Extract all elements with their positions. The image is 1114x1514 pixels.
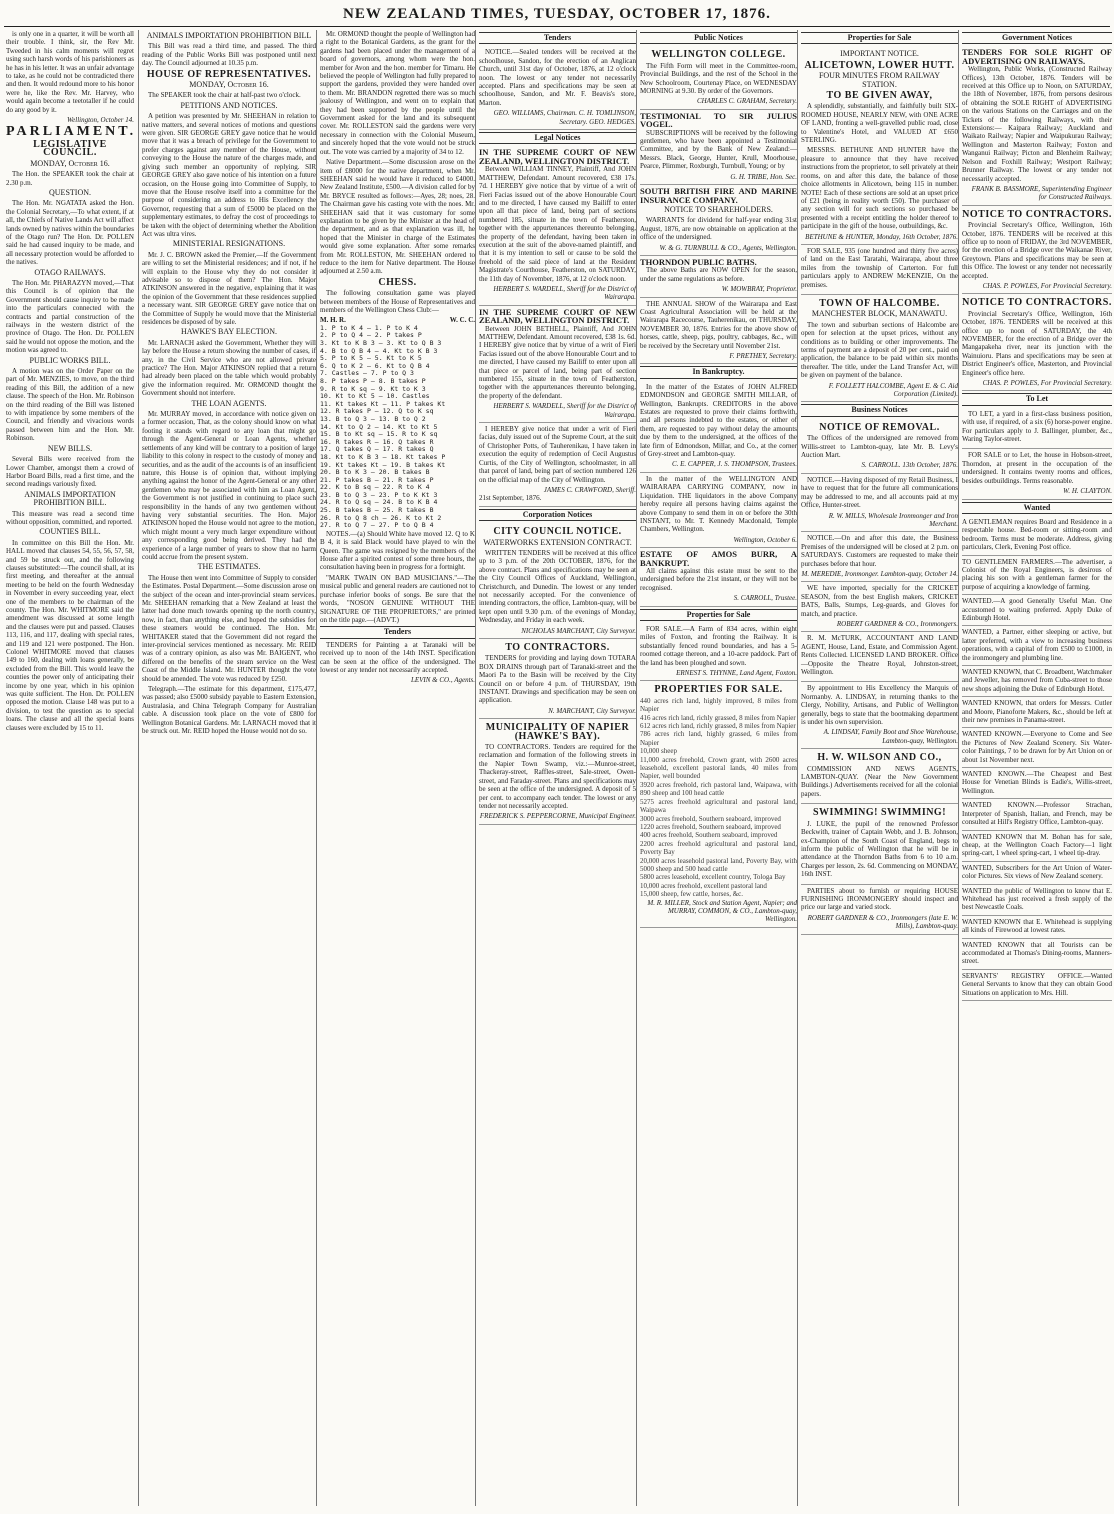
burr-heading: ESTATE OF AMOS BURR, A BANKRUPT. [640, 549, 797, 568]
estimates-heading: THE ESTIMATES. [197, 562, 261, 572]
property-item: 3920 acres freehold, rich pastoral land, Waipawa, with 890 sheep and 100 head cattle [640, 780, 797, 798]
properties-list [640, 697, 797, 899]
meredie-text: NOTICE.—On and after this date, the Business Premises of the undersigned will be closed at 2 p.m. on SATURDAYS. Customers are requested to make their purchases before that hour. [801, 534, 958, 568]
chess-move: 22. K to B sq — 22. R to K 4 [320, 483, 430, 492]
contractors-ad-2 [962, 294, 1112, 391]
chess-move: 6. Q to K 2 — 6. Kt to Q B 4 [320, 361, 430, 370]
taratahi-text: FOR SALE, 935 (one hundred and thirty five acres) of land on the East Taratahi, Wairarapa, about three miles from the township of Carterton. For full particulars apply to ANDREW McKENZIE, On the premises. [801, 246, 958, 289]
halcombe-signature: F. FOLLETT HALCOMBE, Agent E. & C. Aid Corporation (Limited). [828, 381, 958, 399]
court-2-heading: IN THE SUPREME COURT OF NEW ZEALAND, WELLINGTON DISTRICT. [479, 306, 636, 326]
chess-move: 26. R to Q 8 ch — 26. K to Kt 2 [320, 513, 442, 522]
swimming-heading: SWIMMING! SWIMMING! [812, 807, 947, 819]
college-text: The Fifth Form will meet in the Committee-room, Provincial Buildings, and the rest of the School in the New Schoolroom, Courtenay Place, on WEDNESDAY MORNING at 9.30. By order of the Governors. [640, 61, 797, 96]
cricket-text: WE have imported, specially for the CRICKET SEASON, from the best English makers, CRICKET BATS, Balls, Stumps, Leg-guards, and Gloves for match, and practice. [801, 584, 958, 618]
chess-heading: CHESS. [378, 276, 417, 288]
wanted-item: WANTED KNOWN, that C. Broadbent, Watchmaker and Jeweller, has removed from Cuba-street to those new shops adjoining the Duke of Edinburgh Hotel. [962, 666, 1112, 697]
chess-move: 14. Kt to Q 2 — 14. Kt to Kt 5 [320, 422, 438, 431]
house-date: MONDAY, October 16. [189, 80, 269, 90]
railway-heading: OTAGO RAILWAYS. [34, 267, 106, 277]
city-council-heading: CITY COUNCIL NOTICE. [493, 526, 622, 538]
chess-intro: The following consultation game was played between members of the House of Representatives and members of the Wellington Chess Club:— [320, 289, 475, 314]
cricket-signature: ROBERT GARDNER & CO., Ironmongers. [836, 619, 958, 628]
estimates-tail: Telegraph.—The estimate for this department, £175,477, was passed; also £5000 subsidy payable to Eastern Extension, Australasia, and China Telegraph Company for Australian cable. A discussion took place on the vote of £800 for Wellington Botanical Gardens. Mr. LARNACH moved that it be struck out. Mr. REID hoped the House would not do so. [142, 685, 316, 736]
chess-move: 27. R to Q 7 — 27. P to Q B 4 [320, 521, 434, 530]
property-item: 440 acres rich land, highly improved, 8 miles from Napier [640, 696, 797, 714]
testimonial-heading: TESTIMONIAL TO SIR JULIUS VOGEL. [640, 110, 797, 130]
chess-move: 11. Kt takes Kt — 11. P takes Kt [320, 399, 446, 408]
cricket-ad [801, 582, 958, 632]
insurance-heading: SOUTH BRITISH FIRE AND MARINE INSURANCE COMPANY. [640, 186, 797, 205]
important-notice: IMPORTANT NOTICE. [840, 49, 919, 59]
column-2 [138, 30, 319, 1506]
alicetown-ad [801, 46, 958, 245]
court-1-text: Between WILLIAM TINNEY, Plaintiff, And JOHN MATTHEW, Defendant. Amount recovered, £38 17s. 7d. I HEREBY give notice that by virtue of a writ of Fieri Facias issued out of the above Honourable Court and to me directed, I have caused my Bailiff to enter upon all that piece of land, being part of sections numbered 185, situate in the town of Featherston, together with the appurtenances thereunto belonging, the property of the defendant, having been taken in execution at the suit of the above-named plaintiff, and that it is my intention to sell or cause to be sold the freehold of the said piece of land at the Resident Magistrate's Courthouse, Featherston, on SATURDAY, the 11th day of November, 1876, at 12 o'clock noon. [479, 165, 636, 283]
taratahi-ad [801, 245, 958, 295]
contractors-1-signature: CHAS. P. POWLES, For Provincial Secretary. [982, 281, 1112, 290]
chess-notes: NOTES.—(a) Should White have moved 12. Q to K B 4, it is said Black would have played to win the Queen. The game was resigned by the members of the House after a spirited contest of some three hours, the consultation having been in progress for a fortnight. [320, 529, 475, 572]
city-council-ad [479, 523, 636, 639]
house-speaker: The SPEAKER took the chair at half-past two o'clock. [148, 91, 301, 100]
insurance-sub: NOTICE TO SHAREHOLDERS. [664, 204, 773, 214]
burr-signature: S. CARROLL, Trustee. [733, 594, 797, 603]
bankruptcy-1-signature: C. E. CAPPER, J. S. THOMPSON, Trustees. [671, 460, 797, 469]
mcturk-text: R. M. McTURK, ACCOUNTANT AND LAND AGENT, House, Land, Estate, and Commission Agent. Rents Collected. LICENSED LAND BROKER. Office—Opposite the Theatre Royal, Johnston-street, Wellington. [801, 634, 958, 676]
animals-bill-heading: ANIMALS IMPORTATION PROHIBITION BILL [146, 31, 312, 40]
column-6 [797, 30, 961, 1506]
to-let-section: To Let [962, 393, 1112, 405]
contractors-2-signature: CHAS. P. POWLES, For Provincial Secretary. [982, 379, 1112, 388]
court-notice-2 [479, 306, 636, 423]
estimates-text: The House then went into Committee of Supply to consider the Estimates. Postal Department.—Some discussion arose on the subject of the ocean and inter-provincial steam services. Mr. SHEEHAN remarking that a New Zealand at least the latter had done much towards opening up the north country, now, in fact, than anything else, and hoped the subsidies for these steamers would be continued. The Hon. Mr. WHITAKER stated that the Government did not regard the inter-provincial services mentioned as necessary. Mr. REID was of a contrary opinion, as also was Mr. BAIGENT, who differed on the benefits of the steam service on the West Coast of the Middle Island. Mr. HUNTER thought the vote should be amended. The vote was reduced by £250. [142, 573, 316, 683]
bankruptcy-1-text: In the matter of the Estates of JOHN ALFRED EDMONDSON and GEORGE SMITH MILLAR, of Wellington, Bankrupts. CREDITORS in the above Estates are requested to prove their claims forthwith, and all persons indebted to the estates, or either of them, are requested to pay without delay the amounts due by them to the undersigned, at the offices of the late firm of Edmondson, Millar, and Co., at the corner of Grey-street and Lambton-quay. [640, 382, 797, 459]
swimming-text: J. LUKE, the pupil of the renowned Professor Beckwith, trainer of Captain Webb, and J. B. Johnson, ex-Champion of the South Coast of England, begs to inform the public of Wellington that he will be in attendance at the Thorndon Baths from 6 to 10 a.m. Charges per lesson, 2s. 6d. Commencing on MONDAY, 16th INST. [801, 819, 958, 879]
column-3 [316, 30, 478, 1506]
contractors-1-text: Provincial Secretary's Office, Wellington, 16th October, 1876. TENDERS will be received at this office up to noon of FRIDAY, the 3rd NOVEMBER, for the erection of a Bridge over the Waikanae River, Greytown. Plans and specifications may be seen at this Office. The lowest or any tender not necessarily accepted. [962, 221, 1112, 280]
burr-ad [640, 548, 797, 606]
napier-text: TO CONTRACTORS. Tenders are required for the reclamation and formation of the following streets in the Napier Town Swamp, viz.:—Munroe-street, Thackeray-street, Raffles-street, Sale-street, Owen-street, and Faraday-street. Plans and specifications may be seen at the office of the undersigned. A deposit of 5 per cent. to accompany each tender. The lowest or any tender not necessarily accepted. [479, 743, 636, 810]
napier-heading: MUNICIPALITY OF NAPIER (HAWKE'S BAY). [485, 722, 630, 742]
testimonial-signature: G. H. TRIBE, Hon. Sec. [730, 172, 797, 181]
wanted-item: WANTED.—A good Generally Useful Man. One accustomed to waiting preferred. Apply Duke of Edinburgh Hotel. [962, 595, 1112, 626]
letter-signature: Wellington, October 14. [66, 116, 134, 125]
native-dept-text: Native Department.—Some discussion arose on the item of £8000 for the native department, when Mr. SHEEHAN said he would have it reduced to £4000. New Zealand Institute, £500.—A division called for by Mr. BRYCE resulted as follows:—Ayes, 28; noes, 28. The Chairman gave his casting vote with the noes. Mr. SHEEHAN said that it was customary for some explanation to be given by the Minister at the head of the department, and as that explanation was ill, he hoped that the Minister in charge of the Estimates would give some explanation. After some remarks from Mr. ROLLESTON, Mr. SHEEHAN ordered to reduce to the item for Native department. The House adjourned at 2.50 a.m. [320, 158, 475, 276]
furnishing-text: PARTIES about to furnish or requiring HOUSE FURNISHING IRONMONGERY should inspect and price our large and varied stock. [801, 886, 958, 912]
railway-ad-signature: FRANK B. BASSMORE, Superintending Engineer for Constructed Railways. [971, 184, 1112, 202]
property-item: 416 acres rich land, richly grassed, 8 miles from Napier [640, 713, 796, 722]
counties-heading: COUNTIES BILL. [39, 527, 101, 537]
column-7 [958, 30, 1114, 1506]
parliament-heading: PARLIAMENT. [6, 124, 137, 140]
property-item: 11,000 acres freehold, Crown grant, with 2600 acres leasehold, excellent pastoral lands, 40 miles from Napier, well bounded [640, 755, 797, 781]
wilson-heading: H. W. WILSON AND CO., [817, 752, 942, 764]
wanted-item: WANTED KNOWN that E. Whitehead is supplying all kinds of Firewood at lowest rates. [962, 916, 1112, 939]
show-ad [640, 298, 797, 365]
wilson-ad [801, 749, 958, 804]
chess-move: 19. Kt takes Kt — 19. B takes Kt [320, 460, 446, 469]
contractors-2-text: Provincial Secretary's Office, Wellington, 16th October, 1876. TENDERS will be received at this office up to noon of SATURDAY, the 4th NOVEMBER, for the erection of a Bridge over the Mangapakeha river, near its junction with the Wainuioru. Plans and specifications may be seen at District Engineer's office, Masterton, and Provincial Engineer's office here. [962, 309, 1112, 377]
railway-ad-text: Wellington, Public Works, (Constructed Railway Offices), 13th October, 1876. Tenders will be received at this Office up to Noon, on SATURDAY, the 18th of November, 1876, from persons desirous of obtaining the SOLE RIGHT of ADVERTISING on the various Stations on the Carriages and on the Tickets of the following Railways, with their Extensions:— Kaipara Railway; Auckland and Waikato Railway; Napier and Waipukurau Railway; Wellington and Masterton Railway; Foxton and Wanganui Railway; Picton and Blenheim Railway; Nelson and Foxhill Railway; Westport Railway; Brunner Railway. The lowest or any tender not necessarily accepted. [962, 65, 1112, 183]
give-away-text: A splendidly, substantially, and faithfully built SIX-ROOMED HOUSE, NEARLY NEW, with ONE ACRE OF LAND, fronting a well-gravelled public road, close to Valentine's Hotel, and VALUED AT £650 STERLING. [801, 102, 958, 145]
court-notice-3 [479, 423, 636, 507]
masthead-rule [4, 26, 1110, 27]
to-let-ad-1 [962, 408, 1112, 450]
college-signature: CHARLES C. GRAHAM, Secretary. [696, 97, 797, 106]
napier-ad [479, 719, 636, 824]
works-heading: PUBLIC WORKS BILL. [29, 355, 111, 365]
bankruptcy-section: In Bankruptcy. [640, 366, 797, 378]
mcturk-ad [801, 632, 958, 682]
court-1-heading: IN THE SUPREME COURT OF NEW ZEALAND, WELLINGTON DISTRICT. [479, 147, 636, 166]
bethune-signature: BETHUNE & HUNTER, Monday, 16th October, 1876. [805, 232, 958, 241]
wanted-item: WANTED KNOWN.—Everyone to Come and See the Pictures of New Zealand Scenery. Six Water-color Paintings, 7 to be drawn for by Art Union on or about 1st November next. [962, 728, 1112, 768]
testimonial-text: SUBSCRIPTIONS will be received by the following gentlemen, who have been appointed a Testimonial Committee, and by the Bank of New Zealand:—Messrs. Black, George, Hunter, Krull, Moorhouse, Pearce, Plimmer, Roxburgh, Turnbull, Young; or by [640, 128, 797, 171]
city-council-signature: NICHOLAS MARCHANT, City Surveyor. [521, 626, 636, 635]
corporation-section: Corporation Notices [479, 509, 636, 521]
public-notices-section: Public Notices [640, 32, 797, 44]
property-item: 10,000 sheep [640, 747, 677, 756]
bankruptcy-ad-2 [640, 473, 797, 548]
halcombe-sub: MANCHESTER BLOCK, MANAWATU. [811, 309, 948, 319]
baths-ad [640, 256, 797, 298]
mills-ad [801, 474, 958, 532]
property-item: 400 acres freehold, Southern seaboard, improved [640, 831, 778, 840]
bankruptcy-2-signature: Wellington, October 6. [733, 535, 797, 544]
contractors-signature: N. MARCHANT, City Surveyor. [548, 706, 636, 715]
chess-move: 4. B to Q B 4 — 4. Kt to K B 3 [320, 346, 438, 355]
mills-text: NOTICE.—Having disposed of my Retail Business, I have to request that for the future all communications may be addressed to me, and all accounts paid at my Office, Hunter-street. [801, 475, 958, 510]
tenders-signature: LEVIN & CO., Agents. [410, 676, 475, 685]
chess-move: 17. Q takes Q — 17. R takes Q [320, 445, 434, 454]
furnishing-signature: ROBERT GARDNER & CO., Ironmongers (late E. W. Mills), Lambton-quay. [807, 913, 958, 931]
column-1 [6, 30, 137, 1506]
properties-heading: PROPERTIES FOR SALE. [654, 684, 783, 696]
burr-text: All claims against this estate must be sent to the undersigned before the 21st instant, or they will not be recognised. [640, 566, 797, 592]
property-item: 786 acres rich land, highly grassed, 6 miles from Napier [640, 730, 797, 747]
property-item: 15,000 sheep, few cattle, horses, &c. [640, 890, 744, 899]
ministerial-text: Mr. J. C. BROWN asked the Premier,—If the Government are willing to set the Ministerial residences; and if not, if he will explain to the House why they do not consider it advisable so to dispose of them? The Hon. Major ATKINSON answered in the negative, explaining that it was the opinion of the Government that these residences supplied a necessary want. SIR GEORGE GREY gave notice that on the Committee of Supply he would move that the Ministerial residences be disposed of by sale. [142, 250, 316, 326]
college-heading: WELLINGTON COLLEGE. [651, 49, 786, 61]
baths-text: The above Baths are NOW OPEN for the season, under the same regulations as before. [640, 266, 797, 283]
council-chair: The Hon. the SPEAKER took the chair at 2.30 p.m. [6, 170, 134, 187]
mills-signature: R. W. MILLS, Wholesale Ironmonger and Iron Merchant. [828, 511, 958, 528]
contractors-2-heading: NOTICE TO CONTRACTORS. [962, 297, 1112, 309]
chess-move: 3. Kt to K B 3 — 3. Kt to Q B 3 [320, 339, 442, 347]
column-5 [636, 30, 800, 1506]
chess-white: M. H. R. [320, 316, 346, 325]
insurance-ad [640, 185, 797, 256]
animals-heading: ANIMALS IMPORTATION PROHIBITION BILL. [24, 489, 116, 508]
chess-move: 16. R takes R — 16. Q takes R [320, 437, 434, 446]
farm-text: FOR SALE.—A Farm of 834 acres, within eight miles of Foxton, and fronting the Railway. It is substantially fenced round boundaries, and has a 5-roomed cottage thereon, and a 10-acre paddock. Part of the land has been ploughed and sown. [640, 624, 797, 667]
property-item: 5275 acres freehold agricultural and pastoral land, Waipawa [640, 797, 797, 815]
chess-move: 18. Kt to K B 3 — 18. Kt takes P [320, 452, 446, 461]
tenders-section: Tenders [320, 626, 475, 638]
petitions-heading: PETITIONS AND NOTICES. [180, 100, 278, 110]
court-3-signature: JAMES C. CRAWFORD, Sheriff. [543, 485, 636, 494]
bills-text: Several Bills were received from the Lower Chamber, amongst them a crowd of Harbor Board Bills, read a first time, and the second readings variously fixed. [6, 455, 134, 489]
railway-text: The Hon. Mr. PHARAZYN moved,—That this Council is of opinion that the Government should cause inquiry to be made into the particulars connected with the contracts and partial construction of the railways in the western district of the province of Otago. The Hon. Dr. POLLEN said he would not oppose the motion, and the motion was agreed to. [6, 278, 134, 355]
removal-heading: NOTICE OF REMOVAL. [819, 421, 940, 433]
city-council-text: WRITTEN TENDERS will be received at this office up to 3 p.m. of the 20th OCTOBER, 1876, for the above contract. Plans and specifications may be seen at the City Council Offices of Auckland, Wellington, Christchurch, and Dunedin. The lowest or any tender not necessarily accepted. For the convenience of intending contractors, the office, Lambton-quay, will be kept open until 9.30 p.m. of the evenings of Monday, Wednesday, and Friday in each week. [479, 548, 636, 625]
contractors-ad [479, 639, 636, 719]
animals-text: This measure was read a second time without opposition, committed, and reported. [6, 509, 134, 526]
chess-moves [320, 325, 475, 530]
to-let-ad-2 [962, 449, 1112, 499]
court-1-signature: HERBERT S. WARDELL, Sheriff for the District of Wairarapa. [493, 284, 636, 302]
chess-move: 8. P takes P — 8. B takes P [320, 376, 426, 385]
show-text: THE ANNUAL SHOW of the Wairarapa and East Coast Agricultural Association will be held at the Wairarapa Racecourse, Tauherenikau, on THURSDAY, NOVEMBER 30, 1876. Entries for the above show of horses, cattle, sheep, pigs, poultry, cabbages, &c., will be received by the Secretary until November 21st. [640, 299, 797, 350]
court-2-text: Between JOHN BETHELL, Plaintiff, And JOHN MATTHEW, Defendant. Amount recovered, £38 1s. 6d. I HEREBY give notice that by virtue of a writ of Fieri Facias issued out of the above Honourable Court and to me directed, I have caused my Bailiff to enter upon all that piece or parcel of land, being part of section numbered 155, situate in the town of Featherston, together with the appurtenances thereunto belonging, the property of the defendant. [479, 324, 636, 400]
council-heading: LEGISLATIVE COUNCIL. [33, 138, 107, 159]
chess-move: 2. P to Q 4 — 2. P takes P [320, 331, 422, 340]
contractors-heading: TO CONTRACTORS. [505, 642, 610, 653]
show-signature: F. PRETHEY, Secretary. [729, 352, 797, 360]
insurance-text: WARRANTS for dividend for half-year ending 31st August, 1876, are now obtainable on application at the office of the undersigned. [640, 216, 797, 242]
chess-move: 1. P to K 4 — 1. P to K 4 [320, 323, 418, 332]
ministerial-heading: MINISTERIAL RESIGNATIONS. [172, 239, 286, 249]
loan-text: Mr. MURRAY moved, in accordance with notice given on a former occasion, That, as the colony should know on what footing it stands with regard to any loan that might go through the Agent-General or Loan Agents, whether settlements of any kind will be contrary to a position of large liability to this colony in respect to the custody of money and securities, and as the audit of the accounts is of an insufficient nature, this House is of opinion that, without implying anything against the honor of the Agent-General or any other gentlemen who may be associated with him as Loan Agent, the Government is not justified in continuing to place such responsibility in the hands of any two gentlemen without having very substantial securities. The Hon. Major ATKINSON hoped the House would not agree to the motion, which might mount a very much larger expenditure without any corresponding good being derived. They had the experience of a large number of years to show that no harm could accrue from the present system. [142, 410, 316, 561]
chess-move: 24. R to Q sq — 24. B to K B 4 [320, 498, 438, 507]
removal-ad [801, 419, 958, 474]
furnishing-ad [801, 885, 958, 935]
meredie-ad [801, 532, 958, 582]
chess-move: 12. R takes P — 12. Q to K sq [320, 407, 434, 416]
chess-move: 21. P takes B — 21. R takes P [320, 475, 434, 484]
properties-section-2: Properties for Sale [801, 32, 958, 44]
council-date: MONDAY, October 16. [30, 158, 110, 168]
wanted-item: SERVANTS' REGISTRY OFFICE.—Wanted General Servants to know that they can obtain Good Situations on application to Mrs. Hill. [962, 970, 1112, 1001]
chess-move: 15. B to Kt sq — 15. R to K sq [320, 430, 438, 439]
testimonial-ad [640, 110, 797, 185]
government-section: Government Notices [962, 32, 1112, 44]
church-tender-text: NOTICE.—Sealed tenders will be received at the schoolhouse, Sandon, for the erection of an Anglican Church, until 31st day of October, 1876, at 12 o'clock noon. The lowest or any tender not necessarily accepted. Plans and specifications may be seen at schoolhouse, Sandon, and Mr. F. Beavis's store, Marton. [479, 48, 636, 107]
property-item: 2200 acres freehold agricultural and pastoral land, Poverty Bay [640, 839, 797, 857]
to-let-2-text: FOR SALE or to Let, the house in Hobson-street, Thorndon, at present in the occupation of the undersigned. It contains twenty rooms and offices, besides outbuildings. Terms reasonable. [962, 451, 1112, 485]
insurance-signature: W. & G. TURNBULL & CO., Agents, Wellington. [659, 243, 797, 252]
chess-move: 23. B to Q 3 — 23. P to K Kt 3 [320, 490, 438, 499]
bankruptcy-2-text: In the matter of the WELLINGTON AND WAIRARAPA CARRYING COMPANY, now in Liquidation. THE liquidators in the above Company hereby require all persons having claims against the above Company to send them in on or before the 30th INSTANT, to Mr. T. Kennedy Macdonald, Temple Chambers, Wellington. [640, 474, 797, 534]
meredie-signature: M. MEREDIE, Ironmonger. Lambton-quay, October 14. [801, 569, 958, 578]
animals-bill-text: This Bill was read a third time, and passed. The third reading of the Public Works Bill was postponed until next day. The Council adjourned at 10.35 p.m. [142, 42, 316, 68]
court-notice-1 [479, 146, 636, 305]
court-2-signature: HERBERT S. WARDELL, Sheriff for the District of Wairarapa. [493, 402, 636, 419]
wanted-item: WANTED KNOWN.—Professor Strachan, Interpreter of Spanish, Italian, and French, may be consulted at Hill's Registry Office, Lambton-quay. [962, 799, 1112, 830]
contractors-1-heading: NOTICE TO CONTRACTORS. [962, 208, 1112, 220]
lindsay-ad [801, 682, 958, 749]
alicetown-heading: ALICETOWN, LOWER HUTT. [804, 59, 955, 71]
properties-section: Properties for Sale [640, 609, 797, 621]
wanted-item: WANTED KNOWN that M. Bohan has for sale, cheap, at the Wellington Coach Factory—1 light spring-cart, 1 wheel spring-cart, 1 wheel tip-dray. [962, 831, 1112, 862]
court-3-text: I HEREBY give notice that under a writ of Fieri facias, duly issued out of the Supreme Court, at the suit of Christopher Potts, of Tauherenikau, I have taken in execution the equity of redemption of Cecil Augustus Curtis, of the City of Wellington, schoolmaster, in all that parcel of land, being part of section numbered 126 on the official map of the City of Wellington. [479, 425, 636, 484]
removal-signature: S. CARROLL. 13th October, 1876. [861, 461, 958, 470]
removal-text: The Offices of the undersigned are removed from Willis-street to Lambton-quay, late Mr. B. Levy's Auction Mart. [801, 434, 958, 460]
railway-ad-heading: TENDERS FOR SOLE RIGHT OF ADVERTISING ON RAILWAYS. [962, 47, 1112, 66]
wanted-item: WANTED KNOWN that all Tourists can be accommodated at Thomas's Dining-rooms, Manners-street. [962, 939, 1112, 970]
chess-black: W. C. C. [449, 316, 475, 325]
properties-ad [640, 681, 797, 927]
alicetown-sub: FOUR MINUTES FROM RAILWAY STATION. [818, 71, 941, 89]
halcombe-ad [801, 295, 958, 402]
college-ad [640, 46, 797, 109]
wanted-section: Wanted [962, 502, 1112, 514]
chess-move: 5. P to K 5 — 5. Kt to K 5 [320, 354, 422, 363]
contractors-text: TENDERS for providing and laying down TOTARA BOX DRAINS through part of Taranaki-street and the Maori Pa to the Basin will be received by the City Council on or before 4 p.m. of THURSDAY, 19th INSTANT. Drawings and specification may be seen on application. [479, 654, 636, 705]
farm-signature: ERNEST S. THYNNE, Land Agent, Foxton. [676, 669, 797, 677]
gardens-text: Mr. ORMOND thought the people of Wellington had a right to the Botanical Gardens, as the grant for the gardens had been placed under the management of a board of governors, among whom were the hon. member for Avon and the hon. member for Timaru. He believed the people of Wellington had fully prepared to support the gardens, provided they were handed over to them. Mr. BRANDON regretted there was so much jealousy of Wellington, and went on to explain that they had been supported by the people until the Government asked for the land and its subsequent cover. Mr. ROLLESTON said the gardens were very necessary in connection with the Colonial Museum, and sincerely hoped that the vote would not be struck out. The vote was carried by a majority of 34 to 12. [320, 30, 475, 156]
napier-signature: FREDERICK S. PEPPERCORNE, Municipal Engineer. [479, 812, 636, 821]
bills-heading: NEW BILLS. [47, 443, 93, 453]
bankruptcy-ad-1 [640, 381, 797, 473]
wanted-item: WANTED the public of Wellington to know that E. Whitehead has just received a fresh supply of the best Newcastle Coals. [962, 885, 1112, 916]
loan-heading: THE LOAN AGENTS. [191, 398, 267, 408]
chess-move: 25. B takes B — 25. R takes B [320, 506, 434, 515]
legal-section: Legal Notices [479, 132, 636, 144]
property-item: 1220 acres freehold, Southern seaboard, improved [640, 822, 781, 831]
chess-move: 20. B to K 3 — 20. B takes B [320, 468, 430, 477]
to-let-1-text: TO LET, a yard in a first-class business position, with use, if required, of a six (6) horse-power engine. For particulars apply to J. Ballinger, plumber, &c., Waring Taylor-street. [962, 409, 1112, 444]
property-item: 10,000 acres freehold, excellent pastoral land [640, 881, 767, 890]
tenders-section-2: Tenders [479, 32, 636, 44]
wanted-item: WANTED KNOWN.—The Cheapest and Best House for Venetian Blinds is Eadie's, Willis-street, Wellington. [962, 768, 1112, 799]
contractors-ad-1 [962, 206, 1112, 295]
to-let-2-signature: W. H. CLAYTON. [1063, 487, 1112, 496]
railway-ad [962, 46, 1112, 205]
hawkes-heading: HAWKE'S BAY ELECTION. [181, 327, 277, 337]
baths-signature: W. MOWBRAY, Proprietor. [721, 285, 797, 294]
hawkes-text: Mr. LARNACH asked the Government, Whether they will lay before the House a return showing the number of cases, if any, in the Civil Service who are not allowed private practice? The Hon. Major ATKINSON replied that a return had already been placed on the table which would probably give the information required. Mr. ORMOND thought the Government should not interfere. [142, 338, 316, 398]
give-away-heading: TO BE GIVEN AWAY, [826, 90, 933, 102]
column-4 [475, 30, 639, 1506]
works-text: A motion was on the Order Paper on the part of Mr. MENZIES, to move, on the third reading of this Bill, the addition of a new clause. The speech of the Hon. Mr. Robinson on the third reading of the Bill was listened to with impatience by some members of the Council, and friendly and vivacious words passed between him and the Hon. Mr. Robinson. [6, 367, 134, 443]
property-item: 3000 acres freehold, Southern seaboard, improved [640, 814, 781, 823]
wanted-item: WANTED KNOWN, that orders for Messrs. Cutler and Moore, Pianoforte Makers, &c., should be left at their new premises in Panama-street. [962, 697, 1112, 728]
swimming-ad [801, 804, 958, 884]
wanted-item: WANTED, a Partner, either sleeping or active, but latter preferred, with a view to increasing business operations, with a capital of from £500 to £1000, in the ironmongery and plumbing line. [962, 626, 1112, 666]
question-text: The Hon. Mr. NGATATA asked the Hon. the Colonial Secretary,—To what extent, if at all, the Chiefs of Native Lands Act will affect lands owned by natives within the boundaries of the Otago run? The Hon. Dr. POLLEN said he had caused inquiry to be made, and all necessary protection would be afforded to the natives. [6, 199, 134, 267]
church-tender-signature: GEO. WILLIAMS, Chairman. C. H. TOMLINSON, Secretary. GEO. HEDGES. [493, 109, 636, 126]
halcombe-text: The town and suburban sections of Halcombe are open for selection at the upset prices, without any conditions as to building or other improvements. The terms of payment are a deposit of 20 per cent., paid on application, the balance to be paid within six months thereafter. The title, under the Land Transfer Act, will be given on payment of the balance. [801, 320, 958, 380]
chess-move: 13. B to Q 3 — 13. B to Q 2 [320, 414, 426, 423]
business-section: Business Notices [801, 404, 958, 416]
wilson-text: COMMISSION AND NEWS AGENTS, LAMBTON-QUAY. (Near the New Government Buildings.) Advertisements received for all the colonial papers. [801, 764, 958, 798]
counties-text: In committee on this Bill the Hon. Mr. HALL moved that clauses 54, 55, 56, 57, 58, and 59 be struck out, and the following clauses substituted:—The council shall, at its first meeting, and thereafter at the annual meeting to be held on the fourth Wednesday in November in every succeeding year, elect one of the members to be chairman of the county. The Hon. Mr. WHITMORE said the amendment was discussed at some length and the clauses were put and passed. Clauses 113, 116, and 117, dealing with special rates, and 119 and 121 were postponed. The Hon. Colonel WHITMORE moved that clauses 149 to 160, dealing with loans generally, be excluded from the Bill. This would leave the counties the power only of anticipating their income by one year, which in his opinion was quite sufficient. The Hon. Dr. POLLEN opposed the motion. Clause 148 was put to a division, to test the question as to special loans. The clause and all the special loans clauses were excluded by 15 to 11. [6, 538, 134, 732]
city-council-sub: WATERWORKS EXTENSION CONTRACT. [483, 537, 632, 547]
petitions-text: A petition was presented by Mr. SHEEHAN in relation to native matters, and several notices of motions and questions were given. SIR GEORGE GREY gave notice that he would move that it was a breach of privilege for the Government to prefer charges against any member of the House, without conveying to the House the nature of the charges made, and giving such member an opportunity of replying. SIR GEORGE GREY also gave notice of his intention on a future occasion, on the House going into Committee of Supply, to move that the House resolve itself into a committee for the purpose of considering an address to His Excellency the Governor, requesting that a sum of £5000 be placed on the supplementary estimates, to defray the cost of proceedings to be taken with the object of determining whether the Abolition Act was ultra vires. [142, 112, 316, 238]
lindsay-signature: A. LINDSAY, Family Boot and Shoe Warehouse, Lambton-quay, Wellington. [823, 728, 958, 745]
wanted-list [962, 516, 1112, 1001]
property-item: 5800 acres leasehold, excellent country, Tologa Bay [640, 873, 786, 882]
letter-text: is only one in a quarter, it will be worth all their trouble. I think, sir, the Rev Mr. Tweeded in his calm moments will regret using such harsh words of his parishioners as he has in his letter. It was an unfair advantage to take, as he could not be contradicted there and then. It would redound more to his honor were he, like the Rev. Mr. Harvey, who would again become a teetotaller if he could do any good by it. [6, 30, 134, 114]
wanted-item: TO GENTLEMEN FARMERS.—The advertiser, a Colonist of the Royal Engineers, is desirous of placing his son with a gentleman farmer for the purpose of acquiring a knowledge of farming. [962, 556, 1112, 596]
tenders-text: TENDERS for Painting a at Taranaki will be received up to noon of the 14th INST. Specification can be seen at the office of the undersigned. The lowest or any tender not necessarily accepted. [320, 640, 475, 674]
mark-twain-advert: "MARK TWAIN ON BAD MUSICIANS."—The musical public and general readers are cautioned not to purchase inferior books of songs. Be sure that the words, "NOSON GENUINE WITHOUT THE SIGNATURE OF THE PROPRIETORS," are printed on the title page.—(ADVT.) [320, 573, 475, 624]
wanted-item: A GENTLEMAN requires Board and Residence in a respectable house. Bed-room or sitting-room and bedroom. Terms must be moderate. Address, giving particulars, Clerk, Evening Post office. [962, 516, 1112, 556]
chess-move: 9. R to K sq — 9. Kt to K 3 [320, 384, 426, 393]
property-item: 612 acres rich land, richly grassed, 8 miles from Napier [640, 722, 796, 731]
house-heading: HOUSE OF REPRESENTATIVES. [146, 68, 312, 80]
properties-signature: M. R. MILLER, Stock and Station Agent, Napier; and MURRAY, COMMON, & CO., Lambton-quay, Wellington. [647, 898, 797, 924]
baths-heading: THORNDON PUBLIC BATHS. [640, 256, 757, 267]
lindsay-text: By appointment to His Excellency the Marquis of Normanby. A. LINDSAY, in returning thanks to the Clergy, Nobility, Artisans, and Public of Wellington generally, begs to state that the bootmaking department is under his own supervision. [801, 684, 958, 727]
question-heading: QUESTION. [49, 187, 91, 197]
property-item: 20,000 acres leasehold pastoral land, Poverty Bay, with 5000 sheep and 500 head cattle [640, 856, 797, 873]
farm-ad [640, 623, 797, 681]
chess-move: 10. Kt to Kt 5 — 10. Castles [320, 392, 430, 401]
halcombe-heading: TOWN OF HALCOMBE. [819, 297, 940, 309]
church-tender-ad [479, 46, 636, 130]
masthead: NEW ZEALAND TIMES, TUESDAY, OCTOBER 17, 1876. [343, 6, 771, 22]
bethune-text: MESSRS. BETHUNE AND HUNTER have the pleasure to announce that they have received instructions from the proprietor, to sell privately at their rooms, on and after this date, the balance of those choice allotments in Alicetown, being 115 in number. NOTE! Each of these sections are sold at an upset price of £21 (being in reality worth £50). The purchaser of any section will for such sections so purchased be presented with a receipt entitling the holder thereof to participate in the gift of the house, outbuildings, &c. [801, 146, 958, 231]
court-3-date: 21st September, 1876. [479, 494, 542, 503]
wanted-item: WANTED, Subscribers for the Art Union of Water-color Pictures. Six views of New Zealand scenery. [962, 862, 1112, 885]
chess-move: 7. Castles — 7. P to Q 3 [320, 369, 414, 378]
